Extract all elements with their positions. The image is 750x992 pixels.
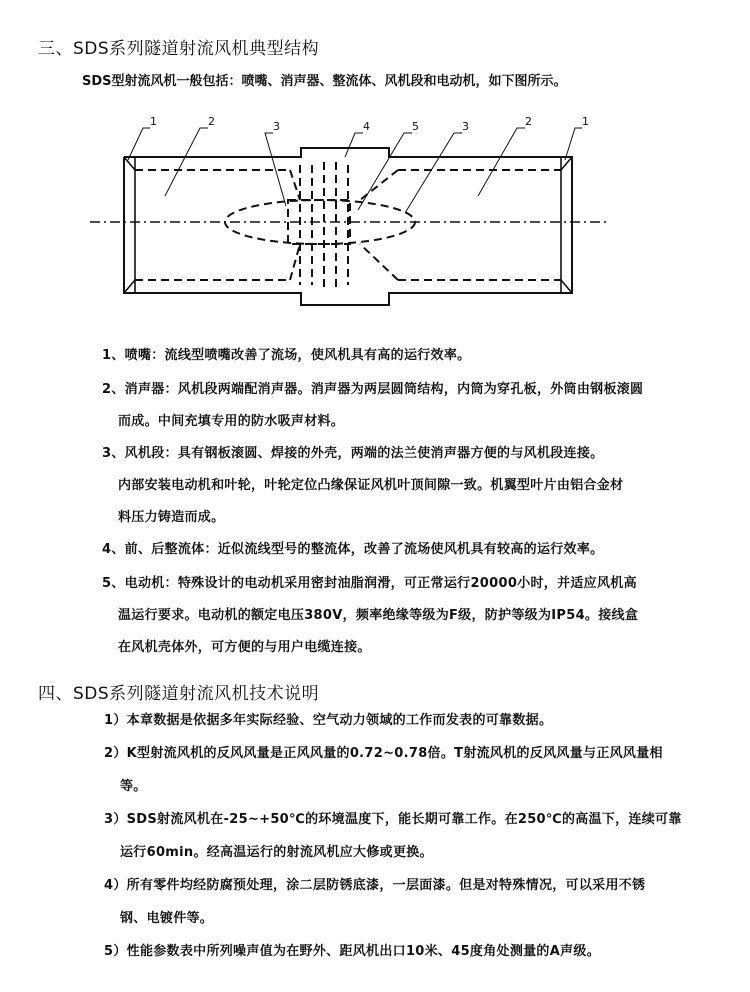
fan-structure-diagram bbox=[0, 0, 750, 330]
leader-4 bbox=[345, 133, 363, 157]
section3-heading: 三、SDS系列隧道射流风机典型结构 bbox=[38, 39, 320, 59]
s3-item3-line1: 3、风机段：具有钢板滚圆、焊接的外壳，两端的法兰使消声器方便的与风机段连接。 bbox=[102, 446, 604, 461]
label-fairing-right: 3 bbox=[462, 120, 469, 133]
s3-item5-line2: 温运行要求。电动机的额定电压380V，频率绝缘等级为F级，防护等级为IP54。接线盒 bbox=[118, 608, 639, 623]
label-silencer-left: 2 bbox=[208, 115, 215, 128]
label-fan-section: 4 bbox=[363, 120, 370, 133]
leader-1-left bbox=[128, 128, 150, 160]
s4-item1-line1: 1）本章数据是依据多年实际经验、空气动力领域的工作而发表的可靠数据。 bbox=[104, 713, 553, 728]
leader-1-right bbox=[565, 128, 582, 160]
s4-item2-line1: 2）K型射流风机的反风风量是正风风量的0.72~0.78倍。T射流风机的反风风量与正风风量相 bbox=[104, 746, 663, 761]
s3-item1-line1: 1、喷嘴：流线型喷嘴改善了流场，使风机具有高的运行效率。 bbox=[102, 348, 471, 363]
leader-2-right bbox=[478, 128, 525, 196]
label-fairing-left: 3 bbox=[273, 120, 280, 133]
s4-item3-line2: 运行60min。经高温运行的射流风机应大修或更换。 bbox=[120, 845, 433, 860]
s3-item5-line1: 5、电动机：特殊设计的电动机采用密封油脂润滑，可正常运行20000小时，并适应风机高 bbox=[102, 576, 637, 591]
s3-item5-line3: 在风机壳体外，可方便的与用户电缆连接。 bbox=[118, 640, 371, 655]
leader-3-right bbox=[405, 133, 462, 213]
s4-item4-line1: 4）所有零件均经防腐预处理，涂二层防锈底漆，一层面漆。但是对特殊情况，可以采用不锈 bbox=[104, 878, 646, 893]
s3-item2-line2: 而成。中间充填专用的防水吸声材料。 bbox=[118, 414, 345, 429]
s3-item4-line1: 4、前、后整流体：近似流线型号的整流体，改善了流场使风机具有较高的运行效率。 bbox=[102, 542, 604, 557]
s4-item3-line1: 3）SDS射流风机在-25~+50℃的环境温度下，能长期可靠工作。在250℃的高温下，连续可靠 bbox=[104, 812, 682, 827]
section3-intro: SDS型射流风机一般包括：喷嘴、消声器、整流体、风机段和电动机，如下图所示。 bbox=[82, 74, 567, 89]
s4-item5-line1: 5）性能参数表中所列噪声值为在野外、距风机出口10米、45度角处测量的A声级。 bbox=[104, 944, 600, 959]
label-nozzle-right: 1 bbox=[582, 115, 589, 128]
leader-2-left bbox=[165, 128, 208, 196]
section4-heading: 四、SDS系列隧道射流风机技术说明 bbox=[38, 684, 320, 704]
label-silencer-right: 2 bbox=[525, 115, 532, 128]
s4-item2-line2: 等。 bbox=[120, 779, 147, 794]
label-motor: 5 bbox=[412, 120, 419, 133]
leader-5 bbox=[358, 133, 412, 210]
s3-item3-line3: 料压力铸造而成。 bbox=[118, 510, 225, 525]
s3-item3-line2: 内部安装电动机和叶轮，叶轮定位凸缘保证风机叶顶间隙一致。机翼型叶片由铝合金材 bbox=[118, 478, 624, 493]
s3-item2-line1: 2、消声器：风机段两端配消声器。消声器为两层圆筒结构，内筒为穿孔板，外筒由钢板滚圆 bbox=[102, 382, 644, 397]
label-nozzle-left: 1 bbox=[150, 115, 157, 128]
s4-item4-line2: 钢、电镀件等。 bbox=[120, 911, 214, 926]
